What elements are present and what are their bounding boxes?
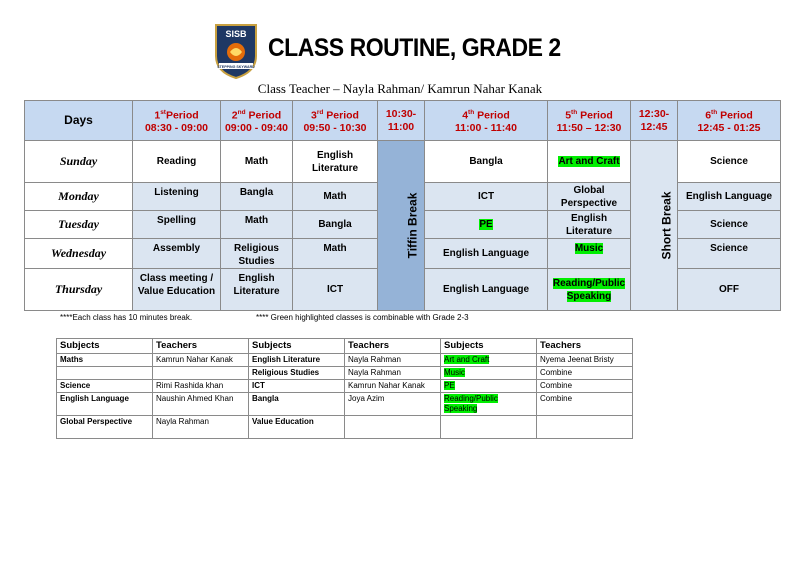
combinable-subject: Art and Craft [444,355,490,364]
teacher-cell: Kamrun Nahar Kanak [345,380,441,393]
class-cell: OFF [678,269,781,311]
class-cell [548,239,631,269]
combinable-subject: PE [444,381,455,390]
class-cell [425,211,548,239]
routine-table [24,100,781,311]
class-cell: English Language [678,183,781,211]
break-note: ****Each class has 10 minutes break. [60,313,193,322]
teacher-cell: Combine [537,393,633,416]
day-label: Sunday [25,141,133,183]
teacher-cell [537,416,633,439]
table-row [57,393,633,416]
subject-cell [441,354,537,367]
period-header-6: 6th Period 12:45 - 01:25 [678,101,781,141]
tiffin-time-header: 10:30- 11:00 [378,101,425,141]
short-break-cell [631,141,678,311]
class-cell [548,141,631,183]
teacher-cell: Combine [537,367,633,380]
day-label: Monday [25,183,133,211]
class-cell: Listening [133,183,221,211]
day-label: Wednesday [25,239,133,269]
days-header: Days [25,101,133,141]
class-cell: Math [221,141,293,183]
column-header: Subjects [441,339,537,354]
subject-cell: Bangla [249,393,345,416]
table-row [57,354,633,367]
teacher-cell: Nayla Rahman [345,367,441,380]
highlight-note: **** Green highlighted classes is combinable with Grade 2-3 [256,313,469,322]
column-header: Teachers [153,339,249,354]
teacher-cell: Rimi Rashida khan [153,380,249,393]
tiffin-break-label: Tiffin Break [405,192,420,258]
combinable-class: PE [479,219,493,230]
class-cell: Bangla [293,211,378,239]
class-cell: Class meeting / Value Education [133,269,221,311]
class-cell: English Language [425,239,548,269]
period-header-1: 1stPeriod 08:30 - 09:00 [133,101,221,141]
class-cell: Math [293,183,378,211]
class-cell: English Literature [221,269,293,311]
teacher-cell: Kamrun Nahar Kanak [153,354,249,367]
subject-cell: ICT [249,380,345,393]
class-cell: English Language [425,269,548,311]
subject-cell: Religious Studies [249,367,345,380]
period-header-5: 5th Period 11:50 – 12:30 [548,101,631,141]
school-logo-icon [213,22,259,80]
teacher-cell [153,367,249,380]
class-cell: ICT [293,269,378,311]
period-header-2: 2nd Period 09:00 - 09:40 [221,101,293,141]
class-cell: ICT [425,183,548,211]
routine-row-sunday [25,141,781,183]
table-row [57,380,633,393]
teacher-cell: Nyema Jeenat Bristy [537,354,633,367]
column-header: Teachers [537,339,633,354]
teachers-table [56,338,633,439]
column-header: Subjects [57,339,153,354]
class-cell: Science [678,239,781,269]
class-teacher-line: Class Teacher – Nayla Rahman/ Kamrun Nahar Kanak [257,81,543,96]
combinable-subject: Music [444,368,465,377]
column-header: Subjects [249,339,345,354]
teacher-cell: Combine [537,380,633,393]
column-header: Teachers [345,339,441,354]
class-cell: English Literature [548,211,631,239]
subject-cell: Global Perspective [57,416,153,439]
teacher-cell: Nayla Rahman [345,354,441,367]
subject-cell: English Language [57,393,153,416]
subject-cell [441,416,537,439]
period-header-4: 4th Period 11:00 - 11:40 [425,101,548,141]
combinable-subject: Reading/Public Speaking [444,394,498,413]
class-cell: Math [221,211,293,239]
subject-cell: Maths [57,354,153,367]
subject-cell [57,367,153,380]
subject-cell [441,367,537,380]
table-row [57,367,633,380]
class-cell: Global Perspective [548,183,631,211]
tiffin-break-cell [378,141,425,311]
class-cell: Reading [133,141,221,183]
period-header-3: 3rd Period 09:50 - 10:30 [293,101,378,141]
combinable-class: Art and Craft [558,156,620,167]
teacher-cell: Nayla Rahman [153,416,249,439]
routine-header-row [25,101,781,141]
class-cell: Math [293,239,378,269]
logo-text: SISB [225,29,247,39]
subject-cell [441,380,537,393]
teacher-cell: Joya Azim [345,393,441,416]
teacher-cell [345,416,441,439]
subject-cell [441,393,537,416]
page-title: CLASS ROUTINE, GRADE 2 [268,34,561,62]
subject-cell: English Literature [249,354,345,367]
short-break-time-header: 12:30- 12:45 [631,101,678,141]
teachers-header-row [57,339,633,354]
class-cell [548,269,631,311]
class-cell: English Literature [293,141,378,183]
subject-cell: Science [57,380,153,393]
combinable-class: Reading/Public Speaking [552,277,626,302]
logo-motto: STEPPING SKYWARD [217,65,255,69]
class-cell: Religious Studies [221,239,293,269]
short-break-label: Short Break [659,190,674,260]
class-cell: Bangla [221,183,293,211]
combinable-class: Music [574,243,604,254]
table-row [57,416,633,439]
class-cell: Science [678,211,781,239]
class-cell: Bangla [425,141,548,183]
day-label: Thursday [25,269,133,311]
class-cell: Spelling [133,211,221,239]
subject-cell: Value Education [249,416,345,439]
class-cell: Assembly [133,239,221,269]
day-label: Tuesday [25,211,133,239]
teacher-cell: Naushin Ahmed Khan [153,393,249,416]
class-cell: Science [678,141,781,183]
